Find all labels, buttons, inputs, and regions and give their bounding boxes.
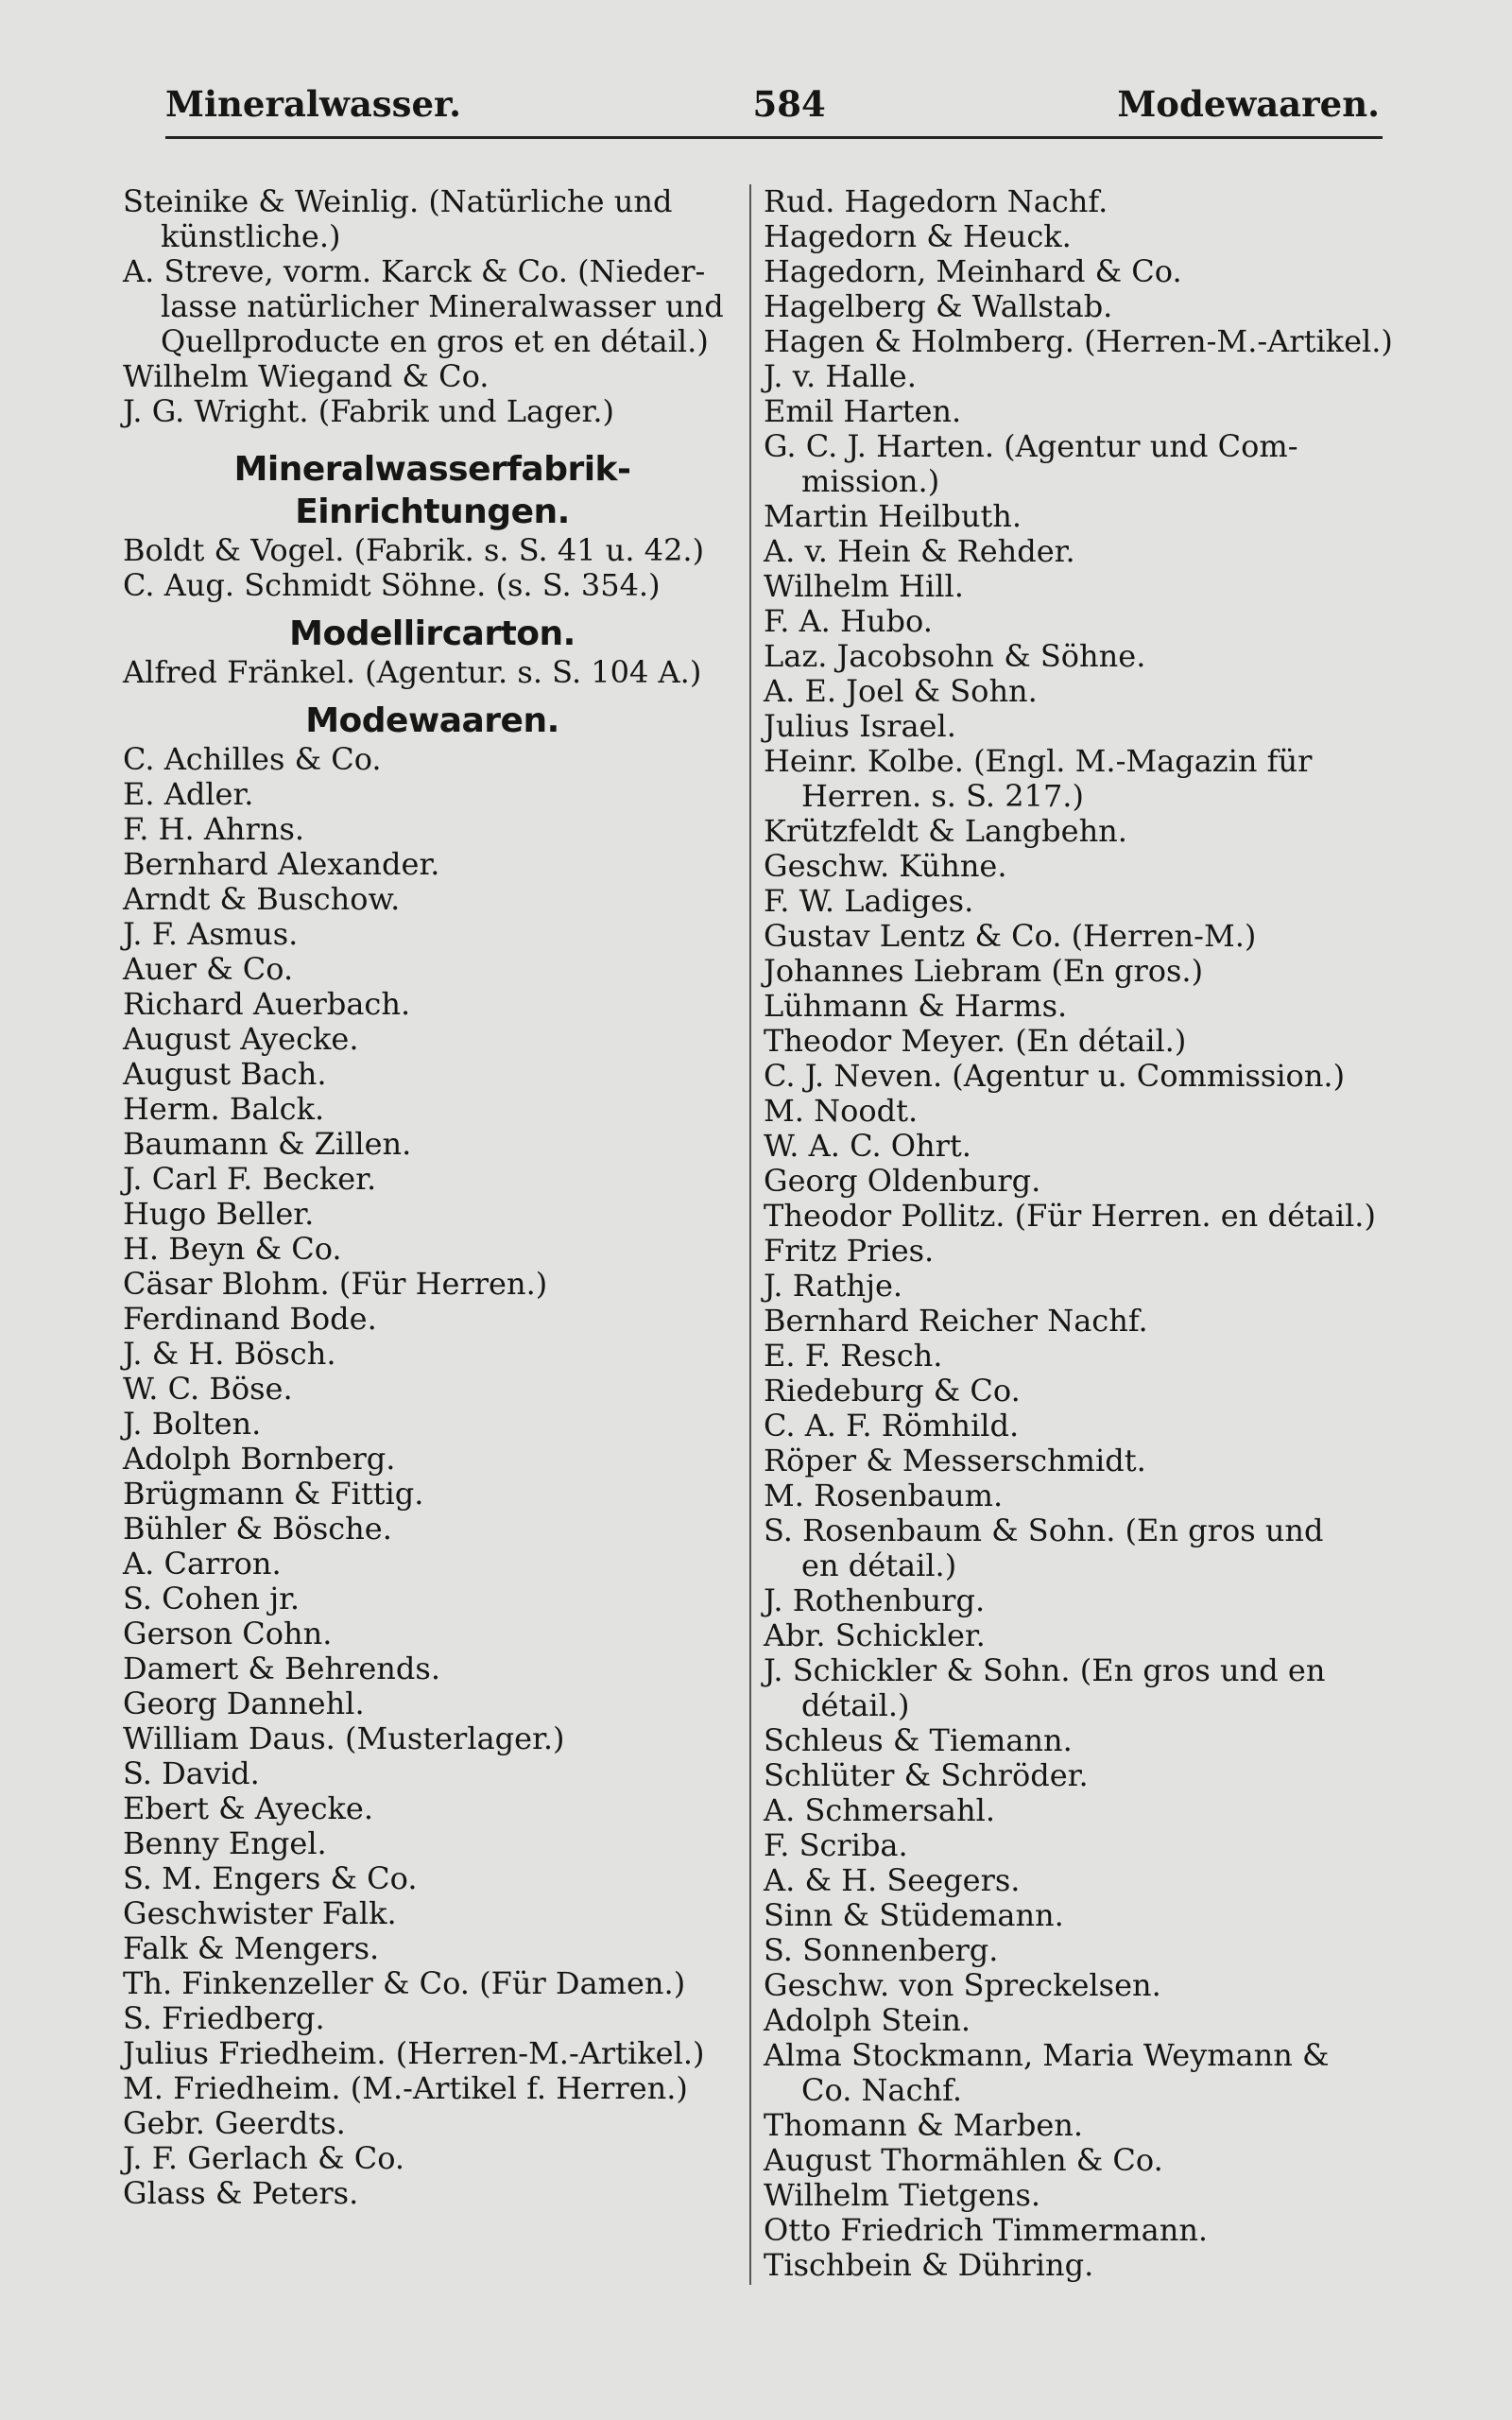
entry-line: Falk & Mengers. <box>123 1930 380 1966</box>
listing-entry <box>123 1861 742 1896</box>
entry-line: détail.) <box>801 1687 910 1723</box>
entry-line: J. Schickler & Sohn. (En gros und en <box>764 1652 1326 1688</box>
entry-line: W. A. C. Ohrt. <box>764 1128 971 1164</box>
entry-line: Alfred Fränkel. (Agentur. s. S. 104 A.) <box>123 654 702 690</box>
entry-line: Boldt & Vogel. (Fabrik. s. S. 41 u. 42.) <box>123 532 705 568</box>
listing-entry <box>123 184 742 254</box>
listing-entry <box>123 742 742 777</box>
entry-line: Bühler & Bösche. <box>123 1511 392 1547</box>
listing-entry <box>123 777 742 812</box>
entry-line: Hagelberg & Wallstab. <box>764 288 1113 324</box>
spacer <box>123 690 742 700</box>
entry-line: August Thormählen & Co. <box>764 2142 1163 2178</box>
listing-entry <box>764 1723 1399 1758</box>
entry-line: Tischbein & Dühring. <box>764 2247 1094 2283</box>
entry-line: J. & H. Bösch. <box>123 1336 336 1372</box>
entry-line: Herm. Balck. <box>123 1091 325 1127</box>
entry-line: künstliche.) <box>161 218 341 254</box>
listing-entry <box>764 1164 1399 1199</box>
listing-entry <box>123 359 742 394</box>
listing-entry <box>764 324 1399 359</box>
listing-entry <box>764 989 1399 1024</box>
listing-entry <box>764 1793 1399 1828</box>
listing-entry <box>123 1756 742 1791</box>
entry-line: S. David. <box>123 1755 260 1791</box>
listing-entry <box>123 1267 742 1302</box>
listing-entry <box>764 2213 1399 2248</box>
entry-line: J. Rathje. <box>764 1268 903 1304</box>
listing-entry <box>764 1409 1399 1443</box>
entry-line: F. A. Hubo. <box>764 603 933 639</box>
listing-entry <box>764 359 1399 394</box>
listing-entry <box>764 429 1399 499</box>
listing-entry <box>123 1022 742 1057</box>
entry-line: Hagedorn, Meinhard & Co. <box>764 253 1182 289</box>
listing-entry <box>123 2071 742 2106</box>
entry-line: Co. Nachf. <box>801 2072 963 2108</box>
listing-entry <box>764 709 1399 744</box>
listing-entry <box>123 1372 742 1407</box>
entry-line: S. Rosenbaum & Sohn. (En gros und <box>764 1512 1324 1548</box>
listing-entry <box>123 1826 742 1861</box>
entry-line: Abr. Schickler. <box>764 1617 986 1653</box>
section-heading-mineralwasserfabrik <box>123 448 742 533</box>
listing-entry <box>764 1478 1399 1513</box>
entry-line: Auer & Co. <box>123 951 294 987</box>
listing-entry <box>764 744 1399 814</box>
listing-entry <box>123 1442 742 1477</box>
listing-entry <box>123 812 742 847</box>
entry-line: A. Schmersahl. <box>764 1792 995 1828</box>
entry-line: Herren. s. S. 217.) <box>801 778 1084 814</box>
entry-line: Adolph Bornberg. <box>123 1441 396 1477</box>
entry-line: Lühmann & Harms. <box>764 988 1068 1024</box>
listing-entry <box>764 1304 1399 1339</box>
entry-line: H. Beyn & Co. <box>123 1231 342 1267</box>
listing-entry <box>764 569 1399 604</box>
entry-line: C. Aug. Schmidt Söhne. (s. S. 354.) <box>123 567 661 603</box>
listing-entry <box>764 1618 1399 1653</box>
entry-line: Benny Engel. <box>123 1825 327 1861</box>
entry-line: Hugo Beller. <box>123 1196 315 1232</box>
entry-line: Riedeburg & Co. <box>764 1373 1021 1409</box>
page-number: 584 <box>752 83 826 125</box>
entry-line: F. W. Ladiges. <box>764 883 974 919</box>
entry-line: Th. Finkenzeller & Co. (Für Damen.) <box>123 1965 686 2001</box>
header-left-title: Mineralwasser. <box>165 83 461 125</box>
entry-line: Martin Heilbuth. <box>764 498 1022 534</box>
entry-line: Damert & Behrends. <box>123 1651 440 1686</box>
entry-line: Geschw. Kühne. <box>764 848 1007 884</box>
entry-line: F. H. Ahrns. <box>123 811 305 847</box>
listing-entry <box>123 1547 742 1582</box>
entry-line: J. Carl F. Becker. <box>123 1161 377 1197</box>
entry-line: M. Rosenbaum. <box>764 1478 1004 1513</box>
listing-entry <box>764 604 1399 639</box>
listing-entry <box>764 184 1399 219</box>
entry-line: August Bach. <box>123 1056 327 1092</box>
entry-line: Quellproducte en gros et en détail.) <box>161 323 709 359</box>
listing-entry <box>123 917 742 952</box>
listing-entry <box>123 1791 742 1826</box>
listing-entry <box>764 1234 1399 1269</box>
listing-entry <box>764 1933 1399 1968</box>
listing-entry <box>764 1339 1399 1374</box>
listing-entry <box>764 1513 1399 1583</box>
entry-line: C. J. Neven. (Agentur u. Commission.) <box>764 1058 1346 1094</box>
listing-entry <box>764 1968 1399 2003</box>
entry-line: S. M. Engers & Co. <box>123 1860 418 1896</box>
listing-entry <box>764 254 1399 289</box>
entry-line: Otto Friedrich Timmermann. <box>764 2212 1209 2248</box>
listing-entry <box>123 2141 742 2176</box>
listing-entry <box>123 2176 742 2211</box>
entry-line: August Ayecke. <box>123 1021 359 1057</box>
entry-line: S. Cohen jr. <box>123 1581 301 1616</box>
listing-entry <box>123 2001 742 2036</box>
listing-entry <box>123 1337 742 1372</box>
entry-line: Gerson Cohn. <box>123 1616 333 1651</box>
listing-entry <box>123 254 742 359</box>
listing-entry <box>764 919 1399 954</box>
listing-entry <box>764 534 1399 569</box>
listing-entry <box>764 2248 1399 2283</box>
listing-entry <box>123 2036 742 2071</box>
entry-line: C. A. F. Römhild. <box>764 1408 1020 1443</box>
entry-line: J. G. Wright. (Fabrik und Lager.) <box>123 393 614 429</box>
entry-line: J. F. Asmus. <box>123 916 299 952</box>
listing-entry <box>123 1651 742 1686</box>
page-header <box>165 83 1380 136</box>
listing-entry <box>123 882 742 917</box>
listing-entry <box>764 1443 1399 1478</box>
section-heading-modewaaren: Modewaaren. <box>305 701 559 740</box>
entry-line: Schlüter & Schröder. <box>764 1757 1089 1793</box>
listing-entry <box>764 1583 1399 1618</box>
entry-line: Schleus & Tiemann. <box>764 1722 1073 1758</box>
spacer <box>123 603 742 613</box>
section-heading-line: Mineralwasserfabrik- <box>233 450 631 489</box>
listing-entry <box>764 1024 1399 1059</box>
spacer <box>123 429 742 439</box>
entry-line: Arndt & Buschow. <box>123 881 401 917</box>
listing-entry <box>123 1931 742 1966</box>
listing-entry <box>123 1127 742 1162</box>
entry-line: lasse natürlicher Mineralwasser und <box>161 288 724 324</box>
listing-entry <box>123 1616 742 1651</box>
listing-entry <box>764 849 1399 884</box>
section-heading-modellircarton: Modellircarton. <box>289 614 576 653</box>
entry-line: A. v. Hein & Rehder. <box>764 533 1075 569</box>
entry-line: Brügmann & Fittig. <box>123 1476 424 1512</box>
listing-entry <box>764 289 1399 324</box>
entry-line: S. Friedberg. <box>123 2000 325 2036</box>
entry-line: Theodor Meyer. (En détail.) <box>764 1023 1187 1059</box>
entry-line: M. Noodt. <box>764 1093 919 1129</box>
column-divider <box>749 184 751 2285</box>
listing-entry <box>764 1863 1399 1898</box>
entry-line: William Daus. (Musterlager.) <box>123 1720 565 1756</box>
listing-entry <box>123 394 742 429</box>
entry-line: Glass & Peters. <box>123 2175 359 2211</box>
listing-entry <box>123 1477 742 1512</box>
entry-line: Wilhelm Hill. <box>764 568 964 604</box>
listing-entry <box>123 1302 742 1337</box>
entry-line: Adolph Stein. <box>764 2002 971 2038</box>
entry-line: Julius Israel. <box>764 708 956 744</box>
entry-line: Theodor Pollitz. (Für Herren. en détail.) <box>764 1198 1376 1234</box>
entry-line: Ebert & Ayecke. <box>123 1790 374 1826</box>
entry-line: Bernhard Reicher Nachf. <box>764 1303 1148 1339</box>
listing-entry <box>123 1092 742 1127</box>
listing-entry <box>764 639 1399 674</box>
entry-line: Wilhelm Wiegand & Co. <box>123 358 490 394</box>
entry-line: J. Bolten. <box>123 1406 262 1442</box>
entry-line: Geschwister Falk. <box>123 1895 397 1931</box>
entry-line: S. Sonnenberg. <box>764 1932 999 1968</box>
entry-line: J. F. Gerlach & Co. <box>123 2140 405 2176</box>
listing-entry <box>123 1057 742 1092</box>
entry-line: Emil Harten. <box>764 393 962 429</box>
entry-line: M. Friedheim. (M.-Artikel f. Herren.) <box>123 2070 688 2106</box>
listing-entry <box>764 954 1399 989</box>
listing-entry <box>764 1758 1399 1793</box>
entry-line: en détail.) <box>801 1547 957 1583</box>
listing-entry <box>123 533 742 568</box>
entry-line: Hagedorn & Heuck. <box>764 218 1072 254</box>
listing-entry <box>764 1199 1399 1234</box>
entry-line: Laz. Jacobsohn & Söhne. <box>764 638 1146 674</box>
listing-entry <box>764 2143 1399 2178</box>
entry-line: Gebr. Geerdts. <box>123 2105 346 2141</box>
entry-line: Bernhard Alexander. <box>123 846 440 882</box>
listing-entry <box>123 1162 742 1197</box>
listing-entry <box>764 1653 1399 1723</box>
entry-line: E. Adler. <box>123 776 254 812</box>
entry-line: Steinike & Weinlig. (Natürliche und <box>123 183 673 219</box>
entry-line: W. C. Böse. <box>123 1371 293 1407</box>
entry-line: Cäsar Blohm. (Für Herren.) <box>123 1266 548 1302</box>
right-column <box>764 184 1399 2283</box>
listing-entry <box>123 952 742 987</box>
header-rule <box>165 136 1383 139</box>
listing-entry <box>123 1512 742 1547</box>
entry-line: Krützfeldt & Langbehn. <box>764 813 1127 849</box>
listing-entry <box>764 814 1399 849</box>
entry-line: E. F. Resch. <box>764 1338 943 1374</box>
listing-entry <box>764 1269 1399 1304</box>
section-heading-line: Einrichtungen. <box>295 493 570 531</box>
entry-line: Ferdinand Bode. <box>123 1301 377 1337</box>
entry-line: Richard Auerbach. <box>123 986 411 1022</box>
listing-entry <box>123 1966 742 2001</box>
listing-entry <box>764 1094 1399 1129</box>
listing-entry <box>123 1582 742 1616</box>
listing-entry <box>764 1828 1399 1863</box>
listing-entry <box>764 1059 1399 1094</box>
entry-line: Gustav Lentz & Co. (Herren-M.) <box>764 918 1257 954</box>
listing-entry <box>764 2178 1399 2213</box>
listing-entry <box>764 499 1399 534</box>
listing-entry <box>123 1896 742 1931</box>
listing-entry <box>123 1686 742 1721</box>
listing-entry <box>123 1232 742 1267</box>
listing-entry <box>764 219 1399 254</box>
entry-line: Röper & Messerschmidt. <box>764 1443 1146 1478</box>
entry-line: Geschw. von Spreckelsen. <box>764 1967 1161 2003</box>
entry-line: Julius Friedheim. (Herren-M.-Artikel.) <box>123 2035 705 2071</box>
entry-line: Alma Stockmann, Maria Weymann & <box>764 2037 1330 2073</box>
listing-entry <box>764 2038 1399 2108</box>
listing-entry <box>764 884 1399 919</box>
entry-line: J. Rothenburg. <box>764 1582 986 1618</box>
entry-line: Sinn & Stüdemann. <box>764 1897 1064 1933</box>
entry-line: J. v. Halle. <box>764 358 917 394</box>
listing-entry <box>764 394 1399 429</box>
listing-entry <box>764 1898 1399 1933</box>
listing-entry <box>123 847 742 882</box>
entry-line: A. Streve, vorm. Karck & Co. (Nieder- <box>123 253 706 289</box>
listing-entry <box>123 2106 742 2141</box>
listing-entry <box>123 1197 742 1232</box>
entry-line: Hagen & Holmberg. (Herren-M.-Artikel.) <box>764 323 1393 359</box>
listing-entry <box>764 2108 1399 2143</box>
entry-line: A. Carron. <box>123 1546 282 1582</box>
listing-entry <box>123 655 742 690</box>
entry-line: Thomann & Marben. <box>764 2107 1084 2143</box>
entry-line: mission.) <box>801 463 940 499</box>
entry-line: A. & H. Seegers. <box>764 1862 1021 1898</box>
entry-line: G. C. J. Harten. (Agentur und Com- <box>764 428 1298 464</box>
listing-entry <box>123 1407 742 1442</box>
listing-entry <box>123 568 742 603</box>
entry-line: Georg Oldenburg. <box>764 1163 1041 1199</box>
listing-entry <box>764 1129 1399 1164</box>
listing-entry <box>123 987 742 1022</box>
left-column <box>123 184 742 2211</box>
listing-entry <box>123 1721 742 1756</box>
entry-line: C. Achilles & Co. <box>123 741 382 777</box>
entry-line: Heinr. Kolbe. (Engl. M.-Magazin für <box>764 743 1313 779</box>
entry-line: F. Scriba. <box>764 1827 908 1863</box>
entry-line: Georg Dannehl. <box>123 1685 365 1721</box>
entry-line: A. E. Joel & Sohn. <box>764 673 1038 709</box>
entry-line: Baumann & Zillen. <box>123 1126 412 1162</box>
listing-entry <box>764 1374 1399 1409</box>
entry-line: Wilhelm Tietgens. <box>764 2177 1041 2213</box>
entry-line: Fritz Pries. <box>764 1233 935 1269</box>
listing-entry <box>764 674 1399 709</box>
header-right-title: Modewaaren. <box>1117 83 1380 125</box>
entry-line: Rud. Hagedorn Nachf. <box>764 183 1108 219</box>
listing-entry <box>764 2003 1399 2038</box>
entry-line: Johannes Liebram (En gros.) <box>764 953 1204 989</box>
